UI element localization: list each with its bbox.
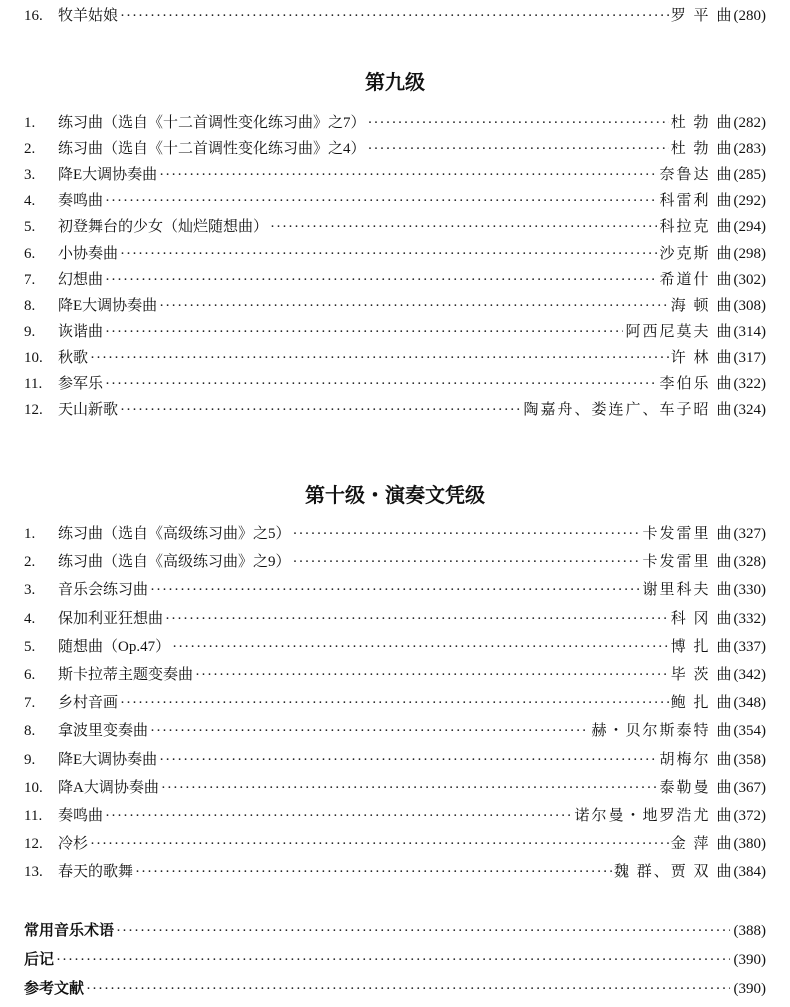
- entry-qu: 曲: [716, 751, 732, 768]
- toc-entry: [24, 577, 766, 599]
- entry-page: (390): [733, 981, 766, 997]
- toc-entry: [24, 293, 766, 315]
- entry-page: (280): [733, 8, 766, 24]
- toc-entry: [24, 267, 766, 289]
- entry-qu: 曲: [716, 167, 732, 184]
- entry-composer: 奈鲁达: [659, 167, 711, 184]
- entry-page: (292): [733, 193, 766, 210]
- back-matter-entry: [24, 947, 766, 969]
- toc-entry: [24, 345, 766, 367]
- entry-num: 4.: [24, 193, 36, 210]
- entry-qu: 曲: [716, 376, 732, 392]
- entry-qu: 曲: [716, 667, 732, 683]
- toc-entry: [24, 397, 766, 419]
- entry-composer: 毕 茨: [670, 667, 711, 683]
- entry-title: 幻想曲: [58, 271, 104, 288]
- entry-page: (282): [733, 115, 766, 131]
- toc-entry: [24, 634, 766, 656]
- dot-leader: [159, 167, 657, 184]
- dot-leader: [120, 402, 521, 419]
- entry-title: 音乐会练习曲: [58, 582, 149, 599]
- entry-composer: 陶嘉舟、娄连广、车子昭: [523, 402, 711, 419]
- entry-title: 随想曲（Op.47）: [58, 638, 171, 655]
- entry-composer: 李伯乐: [659, 376, 711, 392]
- entry-composer: 鲍 扎: [670, 695, 711, 712]
- entry-title: 降A大调协奏曲: [58, 779, 159, 796]
- entry-page: (348): [733, 695, 766, 712]
- entry-num: 1.: [24, 526, 36, 542]
- dot-leader: [56, 952, 729, 969]
- entry-num: 5.: [24, 638, 36, 655]
- dot-leader: [120, 8, 669, 25]
- dot-leader: [368, 115, 669, 132]
- entry-title: 秋歌: [58, 349, 89, 366]
- entry-num: 2.: [24, 554, 36, 571]
- toc-entry: [24, 521, 766, 543]
- entry-page: (328): [733, 554, 766, 571]
- entry-qu: 曲: [716, 779, 732, 796]
- entry-qu: 曲: [716, 323, 732, 340]
- entry-page: (314): [733, 323, 766, 340]
- entry-composer: 阿西尼莫夫: [625, 323, 711, 340]
- dot-leader: [105, 376, 657, 393]
- entry-composer: 沙克斯: [659, 245, 711, 262]
- entry-composer: 杜 勃: [670, 141, 711, 158]
- entry-qu: 曲: [716, 723, 732, 740]
- entry-title: 练习曲（选自《高级练习曲》之9）: [58, 554, 291, 571]
- entry-title: 奏鸣曲: [58, 808, 104, 824]
- entry-page: (367): [733, 779, 766, 796]
- entry-num: 12.: [24, 836, 43, 853]
- entry-page: (283): [733, 141, 766, 158]
- entry-title: 参考文献: [24, 981, 85, 997]
- entry-qu: 曲: [716, 245, 732, 262]
- entry-composer: 胡梅尔: [659, 751, 711, 768]
- entry-qu: 曲: [716, 402, 732, 419]
- entry-num: 3.: [24, 167, 36, 184]
- section-heading: 第九级: [365, 72, 425, 94]
- entry-page: (332): [733, 610, 766, 627]
- entry-title: 保加利亚狂想曲: [58, 610, 164, 627]
- entry-composer: 卡发雷里: [642, 526, 711, 542]
- entry-qu: 曲: [716, 695, 732, 712]
- entry-qu: 曲: [716, 193, 732, 210]
- entry-composer: 罗 平: [670, 8, 711, 24]
- entry-page: (324): [733, 402, 766, 419]
- dot-leader: [120, 246, 657, 263]
- entry-composer: 科 冈: [670, 610, 711, 627]
- entry-num: 8.: [24, 297, 36, 314]
- dot-leader: [159, 298, 669, 315]
- section-heading: 第十级・演奏文凭级: [305, 485, 485, 507]
- dot-leader: [368, 141, 669, 158]
- entry-composer: 杜 勃: [670, 115, 711, 131]
- entry-num: 11.: [24, 808, 43, 824]
- entry-qu: 曲: [716, 864, 732, 881]
- dot-leader: [195, 667, 669, 684]
- entry-num: 4.: [24, 610, 36, 627]
- entry-qu: 曲: [716, 349, 732, 366]
- toc-entry: [24, 214, 766, 236]
- entry-title: 拿波里变奏曲: [58, 723, 149, 740]
- entry-num: 3.: [24, 582, 36, 599]
- entry-composer: 科雷利: [659, 193, 711, 210]
- dot-leader: [105, 324, 623, 341]
- entry-num: 7.: [24, 271, 36, 288]
- entry-page: (337): [733, 638, 766, 655]
- dot-leader: [105, 272, 657, 289]
- toc-entry: [24, 136, 766, 158]
- dot-leader: [105, 808, 572, 825]
- entry-title: 练习曲（选自《十二首调性变化练习曲》之7）: [58, 115, 366, 131]
- entry-title: 天山新歌: [58, 402, 119, 419]
- entry-page: (302): [733, 271, 766, 288]
- entry-num: 2.: [24, 141, 36, 158]
- dot-leader: [293, 554, 641, 571]
- entry-page: (308): [733, 297, 766, 314]
- entry-page: (384): [733, 864, 766, 881]
- toc-entry: [24, 859, 766, 881]
- entry-title: 后记: [24, 952, 55, 968]
- toc-entry: [24, 371, 766, 393]
- entry-qu: 曲: [716, 610, 732, 627]
- entry-num: 11.: [24, 376, 43, 392]
- entry-qu: 曲: [716, 271, 732, 288]
- toc-entry: [24, 775, 766, 797]
- entry-title: 奏鸣曲: [58, 193, 104, 210]
- toc-entry: [24, 606, 766, 628]
- entry-qu: 曲: [716, 554, 732, 571]
- toc-entry: [24, 319, 766, 341]
- entry-page: (354): [733, 723, 766, 740]
- entry-composer: 海 顿: [670, 297, 711, 314]
- entry-title: 牧羊姑娘: [58, 8, 119, 24]
- entry-title: 冷杉: [58, 836, 89, 853]
- entry-page: (322): [733, 376, 766, 392]
- entry-composer: 诺尔曼・地罗浩尤: [574, 808, 711, 824]
- entry-title: 降E大调协奏曲: [58, 297, 158, 314]
- entry-page: (285): [733, 167, 766, 184]
- entry-page: (294): [733, 219, 766, 236]
- entry-num: 16.: [24, 8, 43, 24]
- entry-qu: 曲: [716, 526, 732, 542]
- toc-entry: [24, 662, 766, 684]
- dot-leader: [270, 219, 657, 236]
- entry-num: 9.: [24, 323, 36, 340]
- entry-composer: 魏 群、贾 双: [613, 864, 711, 881]
- dot-leader: [86, 981, 729, 998]
- entry-num: 1.: [24, 115, 36, 131]
- entry-qu: 曲: [716, 836, 732, 853]
- entry-num: 13.: [24, 864, 43, 881]
- dot-leader: [90, 350, 669, 367]
- entry-qu: 曲: [716, 582, 732, 599]
- dot-leader: [116, 923, 729, 940]
- entry-page: (327): [733, 526, 766, 542]
- entry-page: (358): [733, 751, 766, 768]
- entry-title: 降E大调协奏曲: [58, 167, 158, 184]
- entry-title: 参军乐: [58, 376, 104, 392]
- toc-entry: [24, 549, 766, 571]
- entry-num: 8.: [24, 723, 36, 740]
- entry-qu: 曲: [716, 297, 732, 314]
- toc-entry: [24, 803, 766, 825]
- entry-title: 初登舞台的少女（灿烂随想曲）: [58, 219, 269, 236]
- entry-qu: 曲: [716, 141, 732, 158]
- entry-title: 练习曲（选自《高级练习曲》之5）: [58, 526, 291, 542]
- toc-entry: [24, 718, 766, 740]
- toc-entry: [24, 3, 766, 25]
- toc-entry: [24, 747, 766, 769]
- dot-leader: [172, 639, 669, 656]
- back-matter-entry: [24, 976, 766, 998]
- entry-composer: 科拉克: [659, 219, 711, 236]
- entry-page: (330): [733, 582, 766, 599]
- dot-leader: [159, 752, 657, 769]
- entry-composer: 谢里科夫: [642, 582, 711, 599]
- toc-entry: [24, 690, 766, 712]
- entry-title: 常用音乐术语: [24, 923, 115, 939]
- entry-qu: 曲: [716, 8, 732, 24]
- entry-title: 诙谐曲: [58, 323, 104, 340]
- dot-leader: [150, 582, 640, 599]
- entry-composer: 希道什: [659, 271, 711, 288]
- entry-title: 练习曲（选自《十二首调性变化练习曲》之4）: [58, 141, 366, 158]
- entry-page: (380): [733, 836, 766, 853]
- dot-leader: [120, 695, 669, 712]
- entry-num: 6.: [24, 245, 36, 262]
- entry-title: 春天的歌舞: [58, 864, 134, 881]
- dot-leader: [90, 836, 669, 853]
- dot-leader: [165, 611, 669, 628]
- entry-num: 10.: [24, 779, 43, 796]
- entry-page: (372): [733, 808, 766, 824]
- dot-leader: [105, 193, 657, 210]
- dot-leader: [135, 864, 612, 881]
- entry-title: 降E大调协奏曲: [58, 751, 158, 768]
- entry-num: 6.: [24, 667, 36, 683]
- toc-entry: [24, 241, 766, 263]
- entry-qu: 曲: [716, 638, 732, 655]
- dot-leader: [293, 526, 641, 543]
- toc-entry: [24, 110, 766, 132]
- entry-qu: 曲: [716, 115, 732, 131]
- dot-leader: [161, 780, 658, 797]
- entry-composer: 金 萍: [670, 836, 711, 853]
- toc-entry: [24, 188, 766, 210]
- entry-page: (390): [733, 952, 766, 968]
- entry-composer: 卡发雷里: [642, 554, 711, 571]
- entry-num: 5.: [24, 219, 36, 236]
- entry-page: (317): [733, 349, 766, 366]
- entry-qu: 曲: [716, 808, 732, 824]
- toc-entry: [24, 162, 766, 184]
- entry-num: 12.: [24, 402, 43, 419]
- dot-leader: [150, 723, 589, 740]
- toc-entry: [24, 831, 766, 853]
- entry-title: 乡村音画: [58, 695, 119, 712]
- entry-title: 斯卡拉蒂主题变奏曲: [58, 667, 194, 683]
- entry-page: (298): [733, 245, 766, 262]
- entry-page: (342): [733, 667, 766, 683]
- entry-num: 7.: [24, 695, 36, 712]
- back-matter-entry: [24, 918, 766, 940]
- entry-page: (388): [733, 923, 766, 939]
- entry-num: 9.: [24, 751, 36, 768]
- entry-title: 小协奏曲: [58, 245, 119, 262]
- entry-composer: 博 扎: [670, 638, 711, 655]
- entry-composer: 许 林: [670, 349, 711, 366]
- entry-num: 10.: [24, 349, 43, 366]
- entry-composer: 赫・贝尔斯泰特: [591, 723, 711, 740]
- entry-qu: 曲: [716, 219, 732, 236]
- entry-composer: 泰勒曼: [659, 779, 711, 796]
